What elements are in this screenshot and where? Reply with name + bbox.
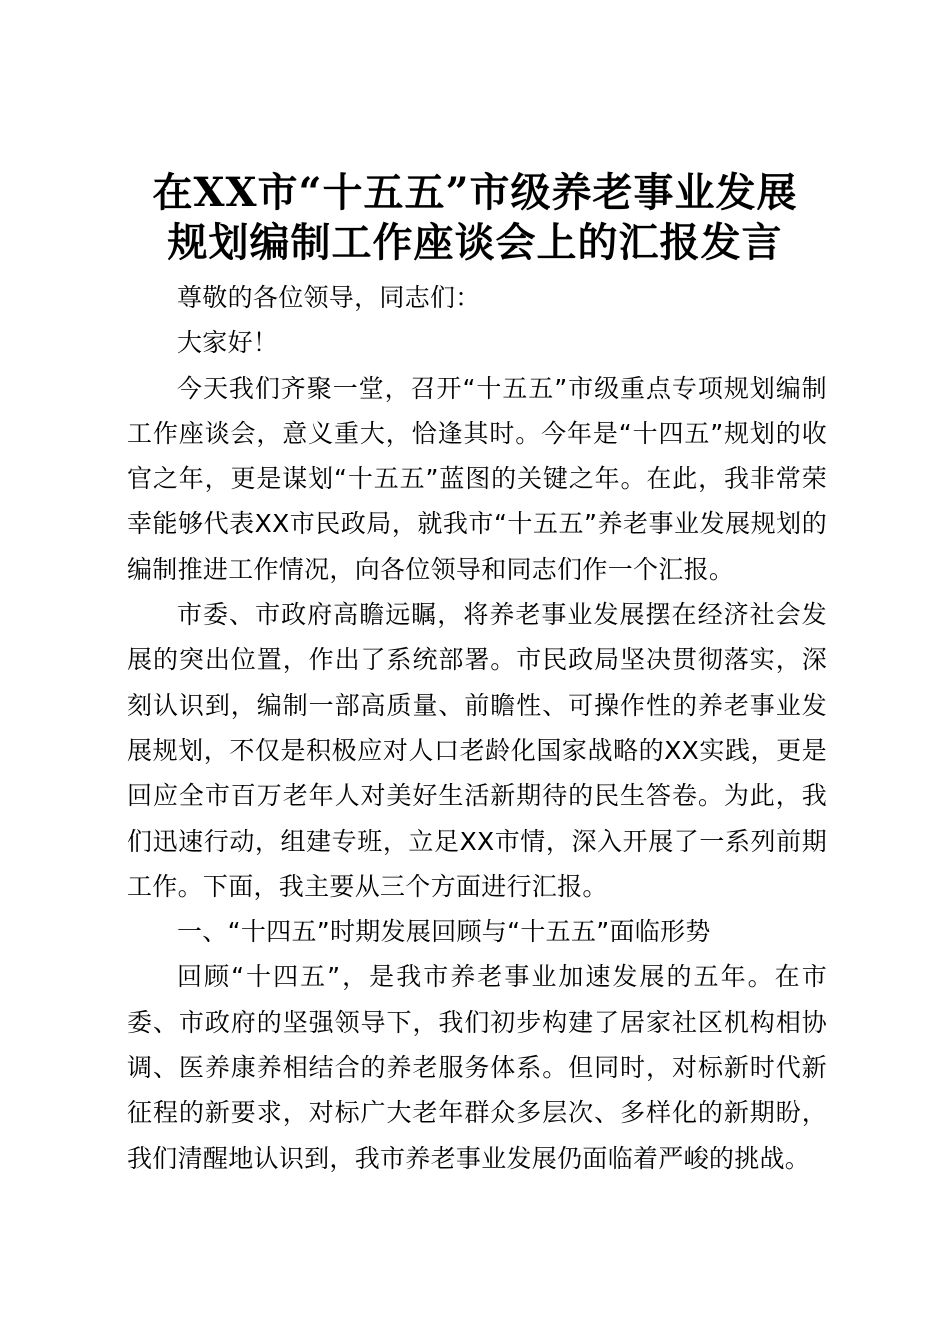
- greeting: 大家好！: [177, 328, 279, 358]
- section-heading-1: 一、“十四五”时期发展回顾与“十五五”面临形势: [177, 917, 711, 947]
- document-title: [100, 168, 850, 268]
- body-paragraph-intro: 今天我们齐聚一堂，召开“十五五”市级重点专项规划编制工作座谈会，意义重大，恰逢其时。今年是“十四五”规划的收官之年，更是谋划“十五五”蓝图的关键之年。在此，我非常荣幸能够代表XX市民政局，就我市“十五五”养老事业发展规划的编制推进工作情况，向各位领导和同志们作一个汇报。: [127, 373, 827, 584]
- title-line-1: 在XX市“十五五”市级养老事业发展: [152, 169, 798, 216]
- body-paragraph-background: 市委、市政府高瞻远瞩，将养老事业发展摆在经济社会发展的突出位置，作出了系统部署。市民政局坚决贯彻落实，深刻认识到，编制一部高质量、前瞻性、可操作性的养老事业发展规划，不仅是积极应对人口老龄化国家战略的XX实践，更是回应全市百万老年人对美好生活新期待的民生答卷。为此，我们迅速行动，组建专班，立足XX市情，深入开展了一系列前期工作。下面，我主要从三个方面进行汇报。: [127, 600, 827, 901]
- document-body: [127, 275, 827, 1181]
- body-paragraph-review: 回顾“十四五”，是我市养老事业加速发展的五年。在市委、市政府的坚强领导下，我们初步构建了居家社区机构相协调、医养康养相结合的养老服务体系。但同时，对标新时代新征程的新要求，对标广大老年群众多层次、多样化的新期盼，我们清醒地认识到，我市养老事业发展仍面临着严峻的挑战。: [127, 962, 827, 1173]
- salutation: 尊敬的各位领导，同志们：: [177, 283, 481, 312]
- title-line-2: 规划编制工作座谈会上的汇报发言: [167, 219, 783, 266]
